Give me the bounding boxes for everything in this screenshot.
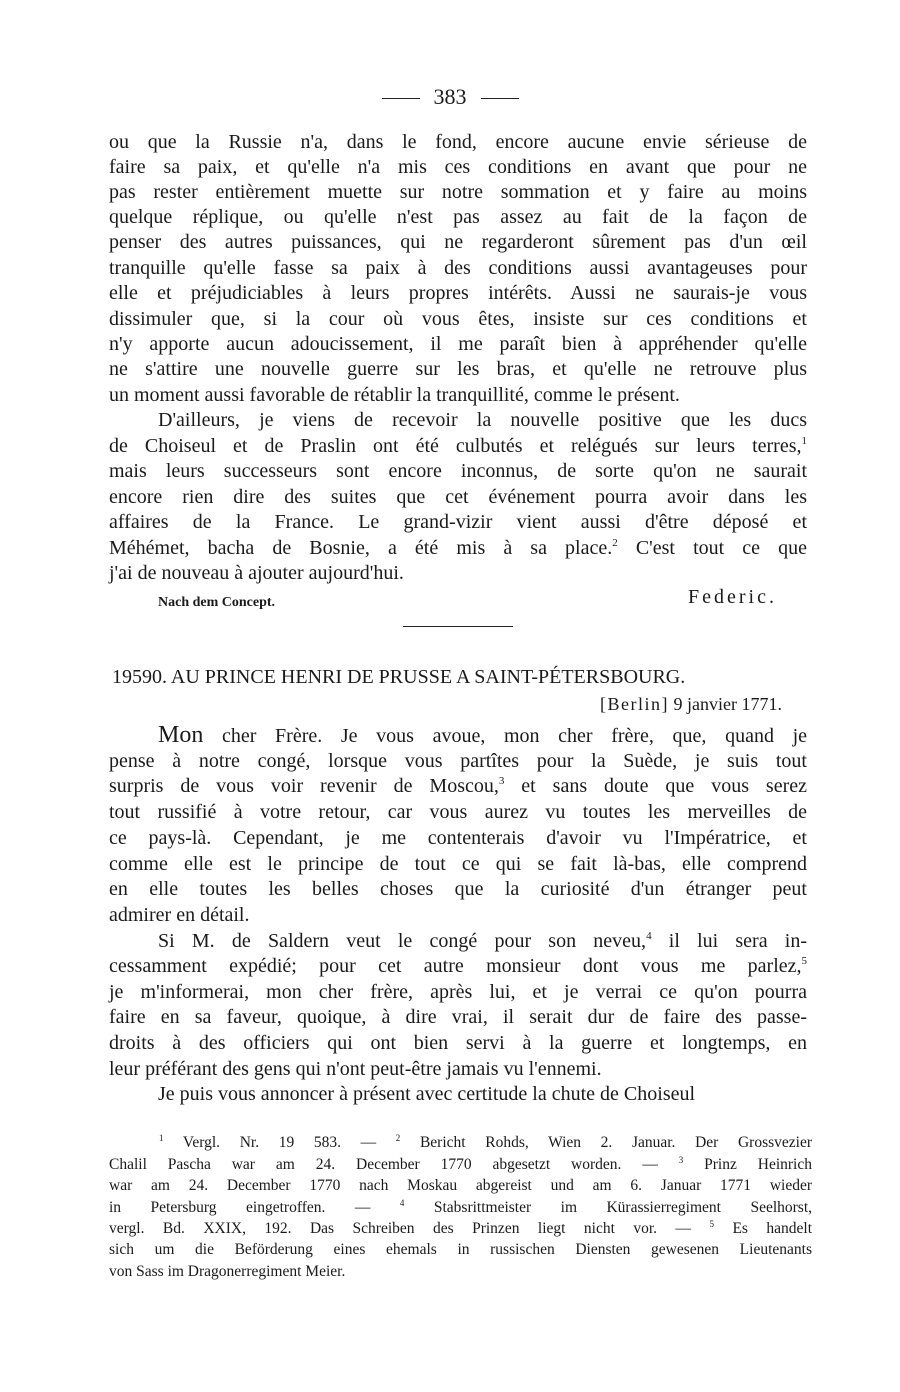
footnote-text: Chalil Pascha war am 24. December 1770 abgesetzt worden. —: [109, 1156, 658, 1173]
footnote-line: [109, 1198, 812, 1218]
body-line-with-note: [109, 434, 807, 459]
letter-heading: [112, 663, 812, 691]
body-line: quelque réplique, ou qu'elle n'est pas assez au fait de la façon de: [109, 206, 807, 228]
footnote-line: von Sass im Dragonerregiment Meier.: [109, 1263, 346, 1280]
body-line: elle et préjudiciables à leurs propres intérêts. Aussi ne saurais-je vous: [109, 282, 807, 304]
letter-line: comme elle est le principe de tout ce qui se fait là-bas, elle comprend: [109, 853, 807, 875]
letter-date: 9 janvier 1771.: [673, 694, 782, 714]
body-line: pas rester entièrement muette sur notre sommation et y faire au moins: [109, 181, 807, 203]
footnote-text: vergl. Bd. XXIX, 192. Das Schreiben des Prinzen liegt nicht vor. —: [109, 1220, 691, 1237]
letter-line: en elle toutes les belles choses que la curiosité d'un étranger peut: [109, 878, 807, 900]
body-line-with-note: [109, 536, 807, 561]
header-dash-right: [481, 98, 519, 99]
footnote-line: war am 24. December 1770 nach Moskau abgereist und am 6. Januar 1771 wieder: [109, 1177, 812, 1194]
body-line: un moment aussi favorable de rétablir la tranquillité, comme le présent.: [109, 384, 680, 406]
footnote-mark: 2: [395, 1133, 401, 1143]
footnote-text: Stabsrittmeister im Kürassierregiment Seelhorst,: [433, 1199, 813, 1216]
body-line-text: C'est tout ce que: [635, 537, 808, 559]
footnote-text: Prinz Heinrich: [704, 1156, 812, 1173]
letter-line-text: Si M. de Saldern veut le congé pour son neveu,: [158, 930, 647, 952]
body-line: n'y apporte aucun adoucissement, il me paraît bien à appréhender qu'elle: [109, 333, 807, 355]
body-line: ne s'attire une nouvelle guerre sur les bras, et qu'elle ne retrouve plus: [109, 358, 807, 380]
letter-line-with-note: [109, 954, 807, 979]
body-line: mais leurs successeurs sont encore inconnus, de sorte qu'on ne saurait: [109, 460, 807, 482]
body-line-text: de Choiseul et de Praslin ont été culbutés et relégués sur leurs terres,: [109, 435, 802, 457]
footnote-mark: 4: [646, 930, 652, 942]
letter-number: 19590.: [112, 666, 167, 688]
page-header: [0, 84, 900, 110]
section-divider: [403, 626, 513, 627]
letter-opening-word: Mon: [158, 722, 204, 748]
letter-line: faire en sa faveur, quoique, à dire vrai, il serait dur de faire des passe-: [109, 1006, 807, 1028]
footnote-text: Vergl. Nr. 19 583. —: [182, 1134, 377, 1151]
body-line: tranquille qu'elle fasse sa paix à des conditions aussi avantageuses pour: [109, 257, 807, 279]
letter-line-with-note: [109, 929, 807, 954]
footnote-text: in Petersburg eingetroffen. —: [109, 1199, 371, 1216]
letter-line: ce pays-là. Cependant, je me contenterais d'avoir vu l'Impératrice, et: [109, 827, 807, 849]
body-line: faire sa paix, et qu'elle n'a mis ces conditions en avant que pour ne: [109, 156, 807, 178]
footnote-text: Es handelt: [732, 1220, 813, 1237]
footnote-mark: 1: [159, 1133, 164, 1143]
body-line: encore rien dire des suites que cet événement pourra avoir dans les: [109, 486, 807, 508]
letter-line: pense à notre congé, lorsque vous partîtes pour la Suède, je suis tout: [109, 750, 807, 772]
footnote-mark: 5: [709, 1219, 714, 1229]
signature: Federic.: [688, 586, 777, 608]
body-line: affaires de la France. Le grand-vizir vient aussi d'être déposé et: [109, 511, 807, 533]
letter-line: je m'informerai, mon cher frère, après lui, et je verrai ce qu'on pourra: [109, 981, 807, 1003]
body-line: j'ai de nouveau à ajouter aujourd'hui.: [109, 562, 404, 584]
footnote-mark: 1: [801, 435, 807, 447]
letter-line-text: et sans doute que vous serez: [521, 775, 807, 797]
letter-line-text: surpris de vous voir revenir de Moscou,: [109, 775, 499, 797]
body-line: ou que la Russie n'a, dans le fond, encore aucune envie sérieuse de: [109, 131, 807, 153]
footnote-mark: 3: [498, 775, 505, 787]
body-line: D'ailleurs, je viens de recevoir la nouvelle positive que les ducs: [158, 409, 807, 431]
letter-line: [109, 723, 807, 748]
footnote-line: [109, 1219, 812, 1239]
letter-line-text: il lui sera in-: [668, 930, 808, 952]
body-line-text: Méhémet, bacha de Bosnie, a été mis à sa place.: [109, 537, 613, 559]
letter-place: [Berlin]: [600, 694, 670, 714]
footnote-mark: 3: [678, 1155, 684, 1165]
footnote-mark: 5: [801, 955, 807, 967]
letter-line: admirer en détail.: [109, 904, 250, 926]
body-line: dissimuler que, si la cour où vous êtes, insiste sur ces conditions et: [109, 308, 807, 330]
header-dash-left: [382, 98, 420, 99]
footnote-line: [109, 1155, 812, 1175]
letter-line-text: cher Frère. Je vous avoue, mon cher frère, que, quand je: [221, 725, 808, 747]
letter-line: Je puis vous annoncer à présent avec certitude la chute de Choiseul: [158, 1083, 696, 1105]
letter-line-with-note: [109, 774, 807, 799]
footnote-mark: 2: [612, 537, 618, 549]
letter-line: droits à des officiers qui ont bien servi à la guerre et longtemps, en: [109, 1032, 807, 1054]
letter-title: AU PRINCE HENRI DE PRUSSE A SAINT-PÉTERSBOURG.: [170, 666, 686, 688]
footnote-line: [109, 1133, 812, 1153]
source-note: Nach dem Concept.: [158, 595, 276, 610]
letter-line: tout russifié à votre retour, car vous aurez vu toutes les merveilles de: [109, 801, 807, 823]
letter-dateline: [600, 694, 782, 715]
footnote-text: Bericht Rohds, Wien 2. Januar. Der Grossvezier: [419, 1134, 812, 1151]
footnote-line: sich um die Beförderung eines ehemals in russischen Diensten gewesenen Lieutenants: [109, 1241, 812, 1258]
footnote-mark: 4: [399, 1198, 405, 1208]
letter-line-text: cessamment expédié; pour cet autre monsieur dont vous me parlez,: [109, 955, 802, 977]
body-line: penser des autres puissances, qui ne regarderont sûrement pas d'un œil: [109, 231, 807, 253]
page-number: 383: [433, 84, 467, 109]
letter-line: leur préférant des gens qui n'ont peut-être jamais vu l'ennemi.: [109, 1058, 602, 1080]
